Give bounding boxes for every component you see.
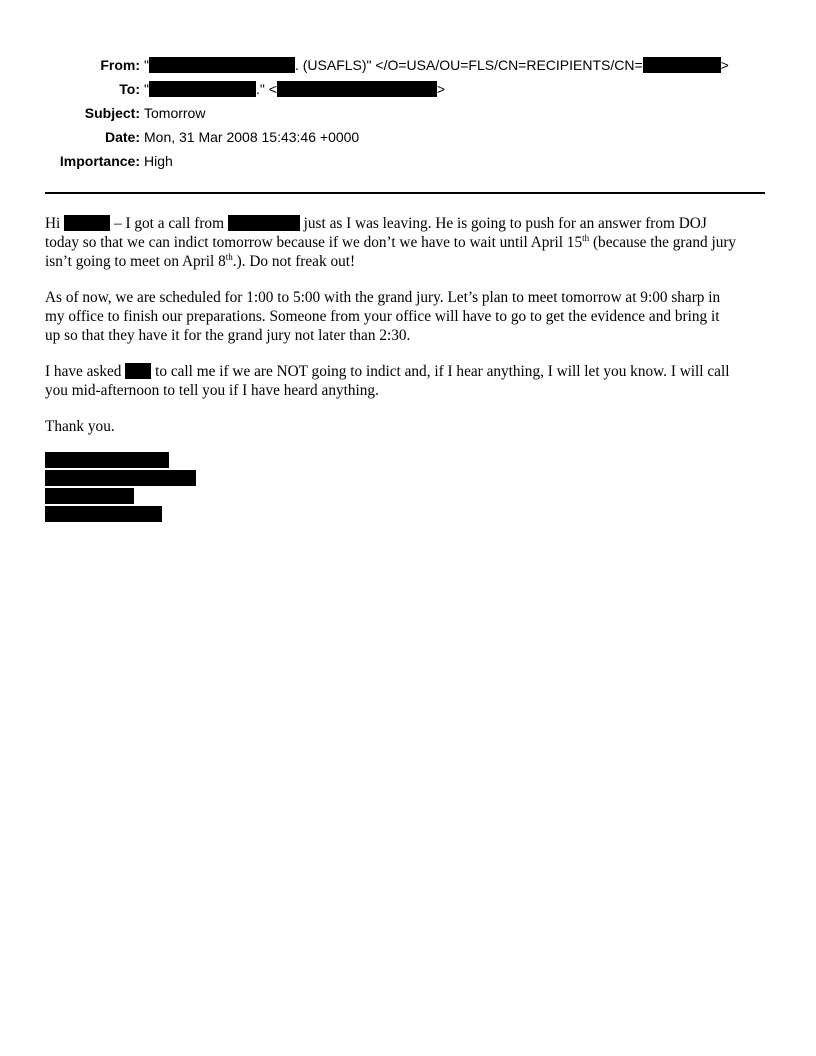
subject-label: Subject: [84, 105, 140, 121]
date-value: Mon, 31 Mar 2008 15:43:46 +0000 [144, 129, 360, 145]
body-text: to call me if we are NOT going to indict and, if I hear anything, I will let you know. I will call [155, 363, 730, 380]
redaction-block [45, 488, 134, 504]
importance-value: High [144, 153, 173, 169]
redaction-block [643, 57, 721, 73]
paragraph-2 [45, 288, 770, 345]
importance-label: Importance: [59, 153, 140, 169]
paragraph-3 [45, 362, 770, 400]
to-suffix: > [436, 81, 446, 97]
from-label: From: [100, 57, 140, 73]
redaction-block [149, 81, 256, 97]
to-prefix: " [144, 81, 149, 97]
body-text: – I got a call from [113, 215, 224, 232]
body-text: today so that we can indict tomorrow because if we don’t we have to wait until April 15 [45, 234, 583, 251]
body-text: isn’t going to meet on April 8 [45, 253, 226, 270]
date-row [0, 125, 816, 149]
redaction-block [277, 81, 437, 97]
body-text: .). Do not freak out! [232, 253, 356, 270]
redaction-block [64, 215, 110, 231]
email-header [0, 53, 816, 173]
body-text: I have asked [45, 363, 122, 380]
body-line: Thank you. [45, 418, 115, 435]
email-body [45, 214, 770, 453]
body-line: up so that they have it for the grand jury not later than 2:30. [45, 327, 411, 344]
importance-row [0, 149, 816, 173]
body-line [45, 214, 770, 233]
body-text: just as I was leaving. He is going to push for an answer from DOJ [303, 215, 707, 232]
body-line: my office to finish our preparations. Someone from your office will have to go to get the evidence and bring it [45, 308, 720, 325]
subject-row [0, 101, 816, 125]
redaction-block [125, 363, 151, 379]
body-text: (because the grand jury [589, 234, 737, 251]
body-line: As of now, we are scheduled for 1:00 to 5:00 with the grand jury. Let’s plan to meet tomorrow at 9:00 sharp in [45, 289, 721, 306]
subject-value: Tomorrow [144, 105, 206, 121]
paragraph-4 [45, 417, 770, 436]
redaction-block [45, 470, 196, 486]
to-middle: ." < [255, 81, 277, 97]
superscript: th [225, 251, 233, 262]
body-line [45, 233, 770, 252]
redaction-block [45, 452, 169, 468]
date-label: Date: [104, 129, 140, 145]
from-middle: . (USAFLS)" </O=USA/OU=FLS/CN=RECIPIENTS/CN= [294, 57, 643, 73]
paragraph-1 [45, 214, 770, 271]
signature-block [45, 452, 196, 524]
body-text: Hi [45, 215, 61, 232]
redaction-block [228, 215, 300, 231]
body-line [45, 252, 770, 271]
header-divider [45, 192, 765, 194]
redaction-block [45, 506, 162, 522]
body-line [45, 362, 770, 381]
from-prefix: " [144, 57, 149, 73]
to-row [0, 77, 816, 101]
from-suffix: > [720, 57, 729, 73]
superscript: th [582, 232, 590, 243]
to-value [144, 77, 445, 101]
from-row [0, 53, 816, 77]
body-line: you mid-afternoon to tell you if I have heard anything. [45, 382, 379, 399]
to-label: To: [119, 81, 140, 97]
redaction-block [149, 57, 295, 73]
from-value [144, 53, 729, 77]
